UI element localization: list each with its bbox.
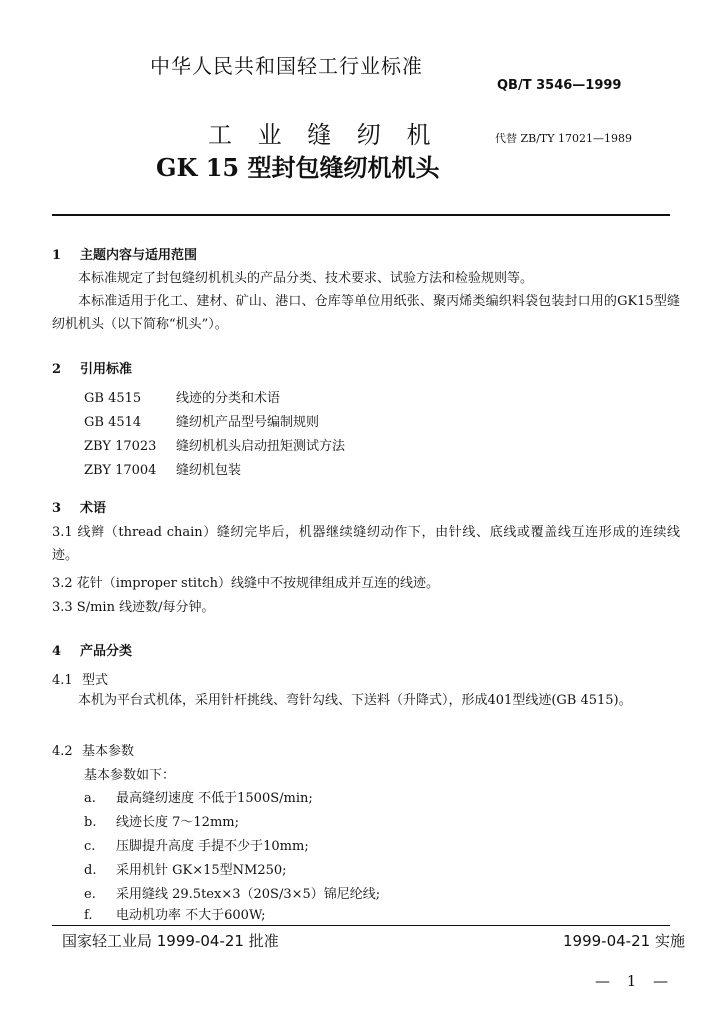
document-title-line2: GK 15 型封包缝纫机机头 xyxy=(156,153,440,182)
subsection-number: 4.1 xyxy=(52,673,73,688)
section-number: 1 xyxy=(52,248,62,263)
header-divider xyxy=(52,214,670,216)
standard-code: QB/T 3546—1999 xyxy=(497,78,622,93)
reference-code: GB 4515 xyxy=(84,391,142,406)
document-title-line1: 工 业 缝 纫 机 xyxy=(208,121,440,149)
param-item xyxy=(84,787,313,806)
reference-code: ZBY 17004 xyxy=(84,463,157,478)
param-item xyxy=(84,883,380,902)
subsection-title: 基本参数 xyxy=(82,744,135,759)
reference-title: 缝纫机包装 xyxy=(176,463,242,478)
subsection-title: 型式 xyxy=(82,673,109,688)
term-3-3: 3.3 S/min 线迹数/每分钟。 xyxy=(52,600,215,615)
subsection-4-1-text: 本机为平台式机体，采用针杆挑线、弯针勾线、下送料（升降式），形成401型线迹(GB 4515)。 xyxy=(78,693,632,708)
footer-divider xyxy=(52,925,670,926)
issuing-org: 中华人民共和国轻工行业标准 xyxy=(150,54,423,78)
item-text: 压脚提升高度 手提不少于10mm; xyxy=(116,839,309,854)
reference-title: 缝纫机产品型号编制规则 xyxy=(176,415,320,430)
subsection-number: 4.2 xyxy=(52,744,73,759)
reference-code: ZBY 17023 xyxy=(84,439,157,454)
reference-code: GB 4514 xyxy=(84,415,142,430)
param-item xyxy=(84,859,287,878)
approval-line: 国家轻工业局 1999-04-21 批准 xyxy=(62,932,279,950)
section-number: 2 xyxy=(52,362,62,377)
item-marker: c. xyxy=(84,839,96,854)
param-item xyxy=(84,835,309,854)
reference-title: 线迹的分类和术语 xyxy=(176,391,281,406)
page-number: — 1 — xyxy=(595,972,675,990)
param-item xyxy=(84,811,239,830)
section-3-heading xyxy=(52,497,106,516)
item-text: 最高缝纫速度 不低于1500S/min; xyxy=(116,791,313,806)
section-title: 引用标准 xyxy=(80,362,133,377)
section-2-heading xyxy=(52,358,132,377)
reference-title: 缝纫机机头启动扭矩测试方法 xyxy=(176,439,346,454)
subsection-4-2-heading xyxy=(52,740,134,759)
section-title: 术语 xyxy=(80,501,107,516)
item-text: 电动机功率 不大于600W; xyxy=(116,908,266,923)
item-text: 线迹长度 7～12mm; xyxy=(116,815,239,830)
section-title: 产品分类 xyxy=(80,644,133,659)
params-intro: 基本参数如下： xyxy=(84,768,176,783)
reference-item xyxy=(84,411,319,430)
replaces-standard: 代替 ZB/TY 17021—1989 xyxy=(495,132,633,145)
item-marker: e. xyxy=(84,887,96,902)
item-marker: d. xyxy=(84,863,97,878)
section-4-heading xyxy=(52,640,132,659)
param-item xyxy=(84,904,266,923)
section-title: 主题内容与适用范围 xyxy=(80,248,198,263)
section-number: 4 xyxy=(52,644,62,659)
implementation-date: 1999-04-21 实施 xyxy=(563,932,685,950)
section-1-paragraph-1: 本标准规定了封包缝纫机机头的产品分类、技术要求、试验方法和检验规则等。 xyxy=(78,271,534,286)
reference-item xyxy=(84,435,345,454)
subsection-4-1-heading xyxy=(52,669,108,688)
term-3-2: 3.2 花针（improper stitch）线缝中不按规律组成并互连的线迹。 xyxy=(52,576,439,591)
item-marker: f. xyxy=(84,908,93,923)
item-text: 采用缝线 29.5tex×3（20S/3×5）锦尼纶线; xyxy=(116,887,381,902)
section-1-paragraph-2: 本标准适用于化工、建材、矿山、港口、仓库等单位用纸张、聚丙烯类编织料袋包装封口用的GK15型缝纫机机头（以下简称“机头”）。 xyxy=(52,294,680,332)
reference-item xyxy=(84,387,280,406)
reference-item xyxy=(84,459,241,478)
item-marker: a. xyxy=(84,791,96,806)
section-1-heading xyxy=(52,244,197,263)
item-text: 采用机针 GK×15型NM250; xyxy=(116,863,287,878)
item-marker: b. xyxy=(84,815,97,830)
term-3-1: 3.1 线辫（thread chain）缝纫完毕后，机器继续缝纫动作下，由针线、底线或覆盖线互连形成的连续线迹。 xyxy=(52,525,680,563)
section-number: 3 xyxy=(52,501,62,516)
